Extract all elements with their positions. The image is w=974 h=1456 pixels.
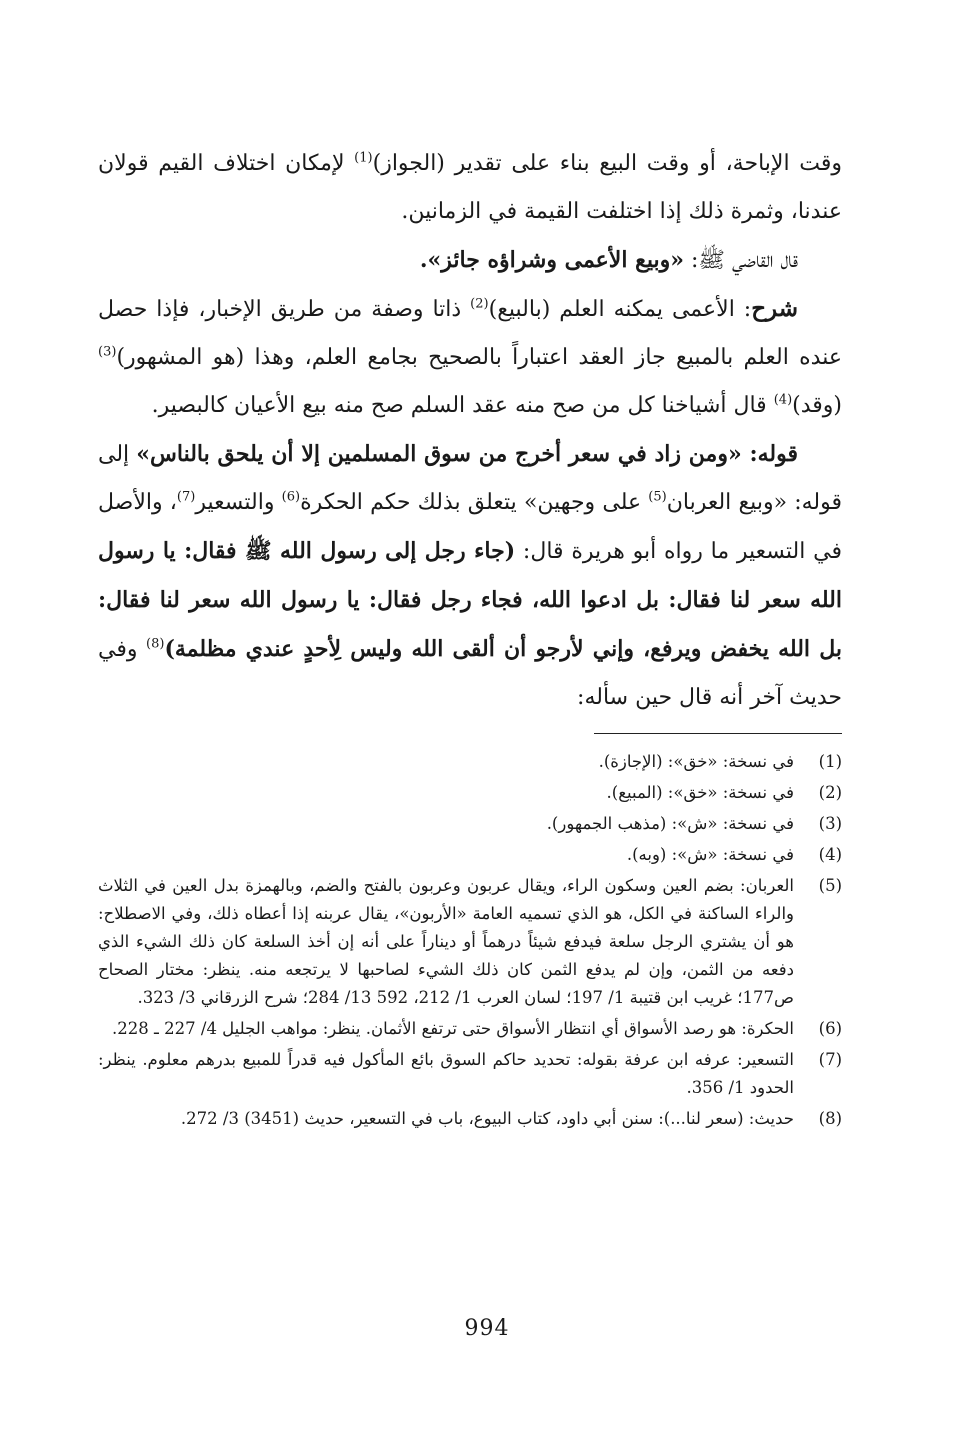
footnote-ref: (5) xyxy=(648,489,667,505)
footnote-ref: (8) xyxy=(146,636,165,652)
quoted-text: «وبيع الأعمى وشراؤه جائز». xyxy=(419,247,684,273)
paragraph-2 xyxy=(98,236,842,285)
footnote-item xyxy=(98,779,842,807)
text-run: وفي حديث آخر أنه قال حين سأله: xyxy=(98,637,842,710)
footnote-number: (5) xyxy=(818,876,842,895)
footnote-item xyxy=(98,748,842,776)
footnote-number: (1) xyxy=(818,752,842,771)
footnote-text: العربان: بضم العين وسكون الراء، ويقال عربون وعربون بالفتح والضم، وبالهمزة بدل العين في الثلاث والراء الساكنة في الكل، هو الذي تسميه العامة «الأربون»، يقال عربنه إذا أعطاه ذلك، وفي الاصطلاح: هو أن يشتري الرجل سلعة فيدفع شيئاً درهماً أو ديناراً على أنه إن أخذ السلعة كان ذلك الشيء الذي دفعه من الثمن، وإن لم يدفع الثمن كان ذلك الشيء لصاحبها لا يرتجعه منه. ينظر: مختار الصحاح ص177؛ غريب ابن قتيبة 1/ 197؛ لسان العرب 1/ 212، 592 13/ 284؛ شرح الزرقاني 3/ 323. xyxy=(98,876,794,1007)
footnote-number: (7) xyxy=(818,1050,842,1069)
footnote-text: في نسخة: «خق»: (الإجازة). xyxy=(598,752,794,771)
footnote-number: (3) xyxy=(818,814,842,833)
paragraph-3 xyxy=(98,285,842,430)
footnote-ref: (1) xyxy=(354,150,373,166)
text-run: إلى قوله: «وبيع العربان xyxy=(98,442,843,515)
text-run: ذاتا وصفة من طريق الإخبار، فإذا حصل عنده العلم بالمبيع جاز العقد اعتباراً بالصحيح بجامع العلم، وهذا (هو المشهور) xyxy=(98,297,842,370)
text-run: لإمكان اختلاف القيم قولان عندنا، وثمرة ذلك إذا اختلفت القيمة في الزمانين. xyxy=(98,151,842,224)
text-run: على وجهين» يتعلق بذلك حكم الحكرة xyxy=(300,490,649,515)
page-number: 994 xyxy=(464,1316,510,1341)
commentary-lead: شرح xyxy=(751,295,799,322)
footnotes xyxy=(98,748,842,1136)
text-run: قال القاضي ﷺ: xyxy=(683,248,798,273)
footnote-number: (6) xyxy=(818,1019,842,1038)
text-run: (وقد) xyxy=(792,393,842,418)
footnote-divider xyxy=(594,733,842,734)
footnote-text: التسعير: عرفه ابن عرفة بقوله: تحديد حاكم السوق بائع المأكول فيه قدراً للمبيع بدرهم معلوم. ينظر: الحدود 1/ 356. xyxy=(98,1050,794,1097)
footnote-number: (8) xyxy=(818,1109,842,1128)
text-run: قال أشياخنا كل من صح منه عقد السلم صح منه بيع الأعيان كالبصير. xyxy=(151,393,774,418)
footnote-text: في نسخة: «خق»: (المبيع). xyxy=(606,783,794,802)
text-run: وقت الإباحة، أو وقت البيع بناء على تقدير (الجواز) xyxy=(372,151,842,176)
footnote-ref: (3) xyxy=(98,344,117,360)
footnote-text: في نسخة: «ش»: (مذهب الجمهور). xyxy=(546,814,794,833)
footnote-item xyxy=(98,810,842,838)
quoted-text: قوله: «ومن زاد في سعر أخرج من سوق المسلمين إلا أن يلحق بالناس» xyxy=(136,441,798,467)
text-run: والتسعير xyxy=(195,490,282,515)
footnote-text: الحكرة: هو رصد الأسواق أي انتظار الأسواق حتى ترتفع الأثمان. ينظر: مواهب الجليل 4/ 227 ـ 228. xyxy=(112,1019,794,1038)
footnote-number: (4) xyxy=(818,845,842,864)
text-run: ، والأصل في التسعير ما رواه أبو هريرة قال: xyxy=(98,490,842,564)
paragraph-1 xyxy=(98,140,842,236)
footnote-ref: (7) xyxy=(176,489,196,505)
footnote-ref: (6) xyxy=(281,489,301,505)
main-text xyxy=(98,140,842,722)
hadith-text: (جاء رجل إلى رسول الله ﷺ فقال: يا رسول الله سعر لنا فقال: بل ادعوا الله، فجاء رجل فقال: يا رسول الله سعر لنا فقال: بل الله يخفض ويرفع، وإني لأرجو أن ألقى الله وليس لِأحدٍ عندي مظلمة) xyxy=(98,538,842,662)
text-run: : الأعمى يمكنه العلم (بالبيع) xyxy=(488,297,752,322)
footnote-item xyxy=(98,872,842,1012)
footnote-item xyxy=(98,841,842,869)
footnote-ref: (4) xyxy=(773,392,793,408)
footnote-number: (2) xyxy=(818,783,842,802)
footnote-item xyxy=(98,1105,842,1133)
footnote-item xyxy=(98,1046,842,1102)
footnote-text: في نسخة: «ش»: (وبه). xyxy=(626,845,794,864)
footnote-item xyxy=(98,1015,842,1043)
footnote-ref: (2) xyxy=(470,296,489,312)
paragraph-4 xyxy=(98,430,842,722)
footnote-text: حديث: (سعر لنا...): سنن أبي داود، كتاب البيوع، باب في التسعير، حديث (3451) 3/ 272. xyxy=(180,1109,794,1128)
